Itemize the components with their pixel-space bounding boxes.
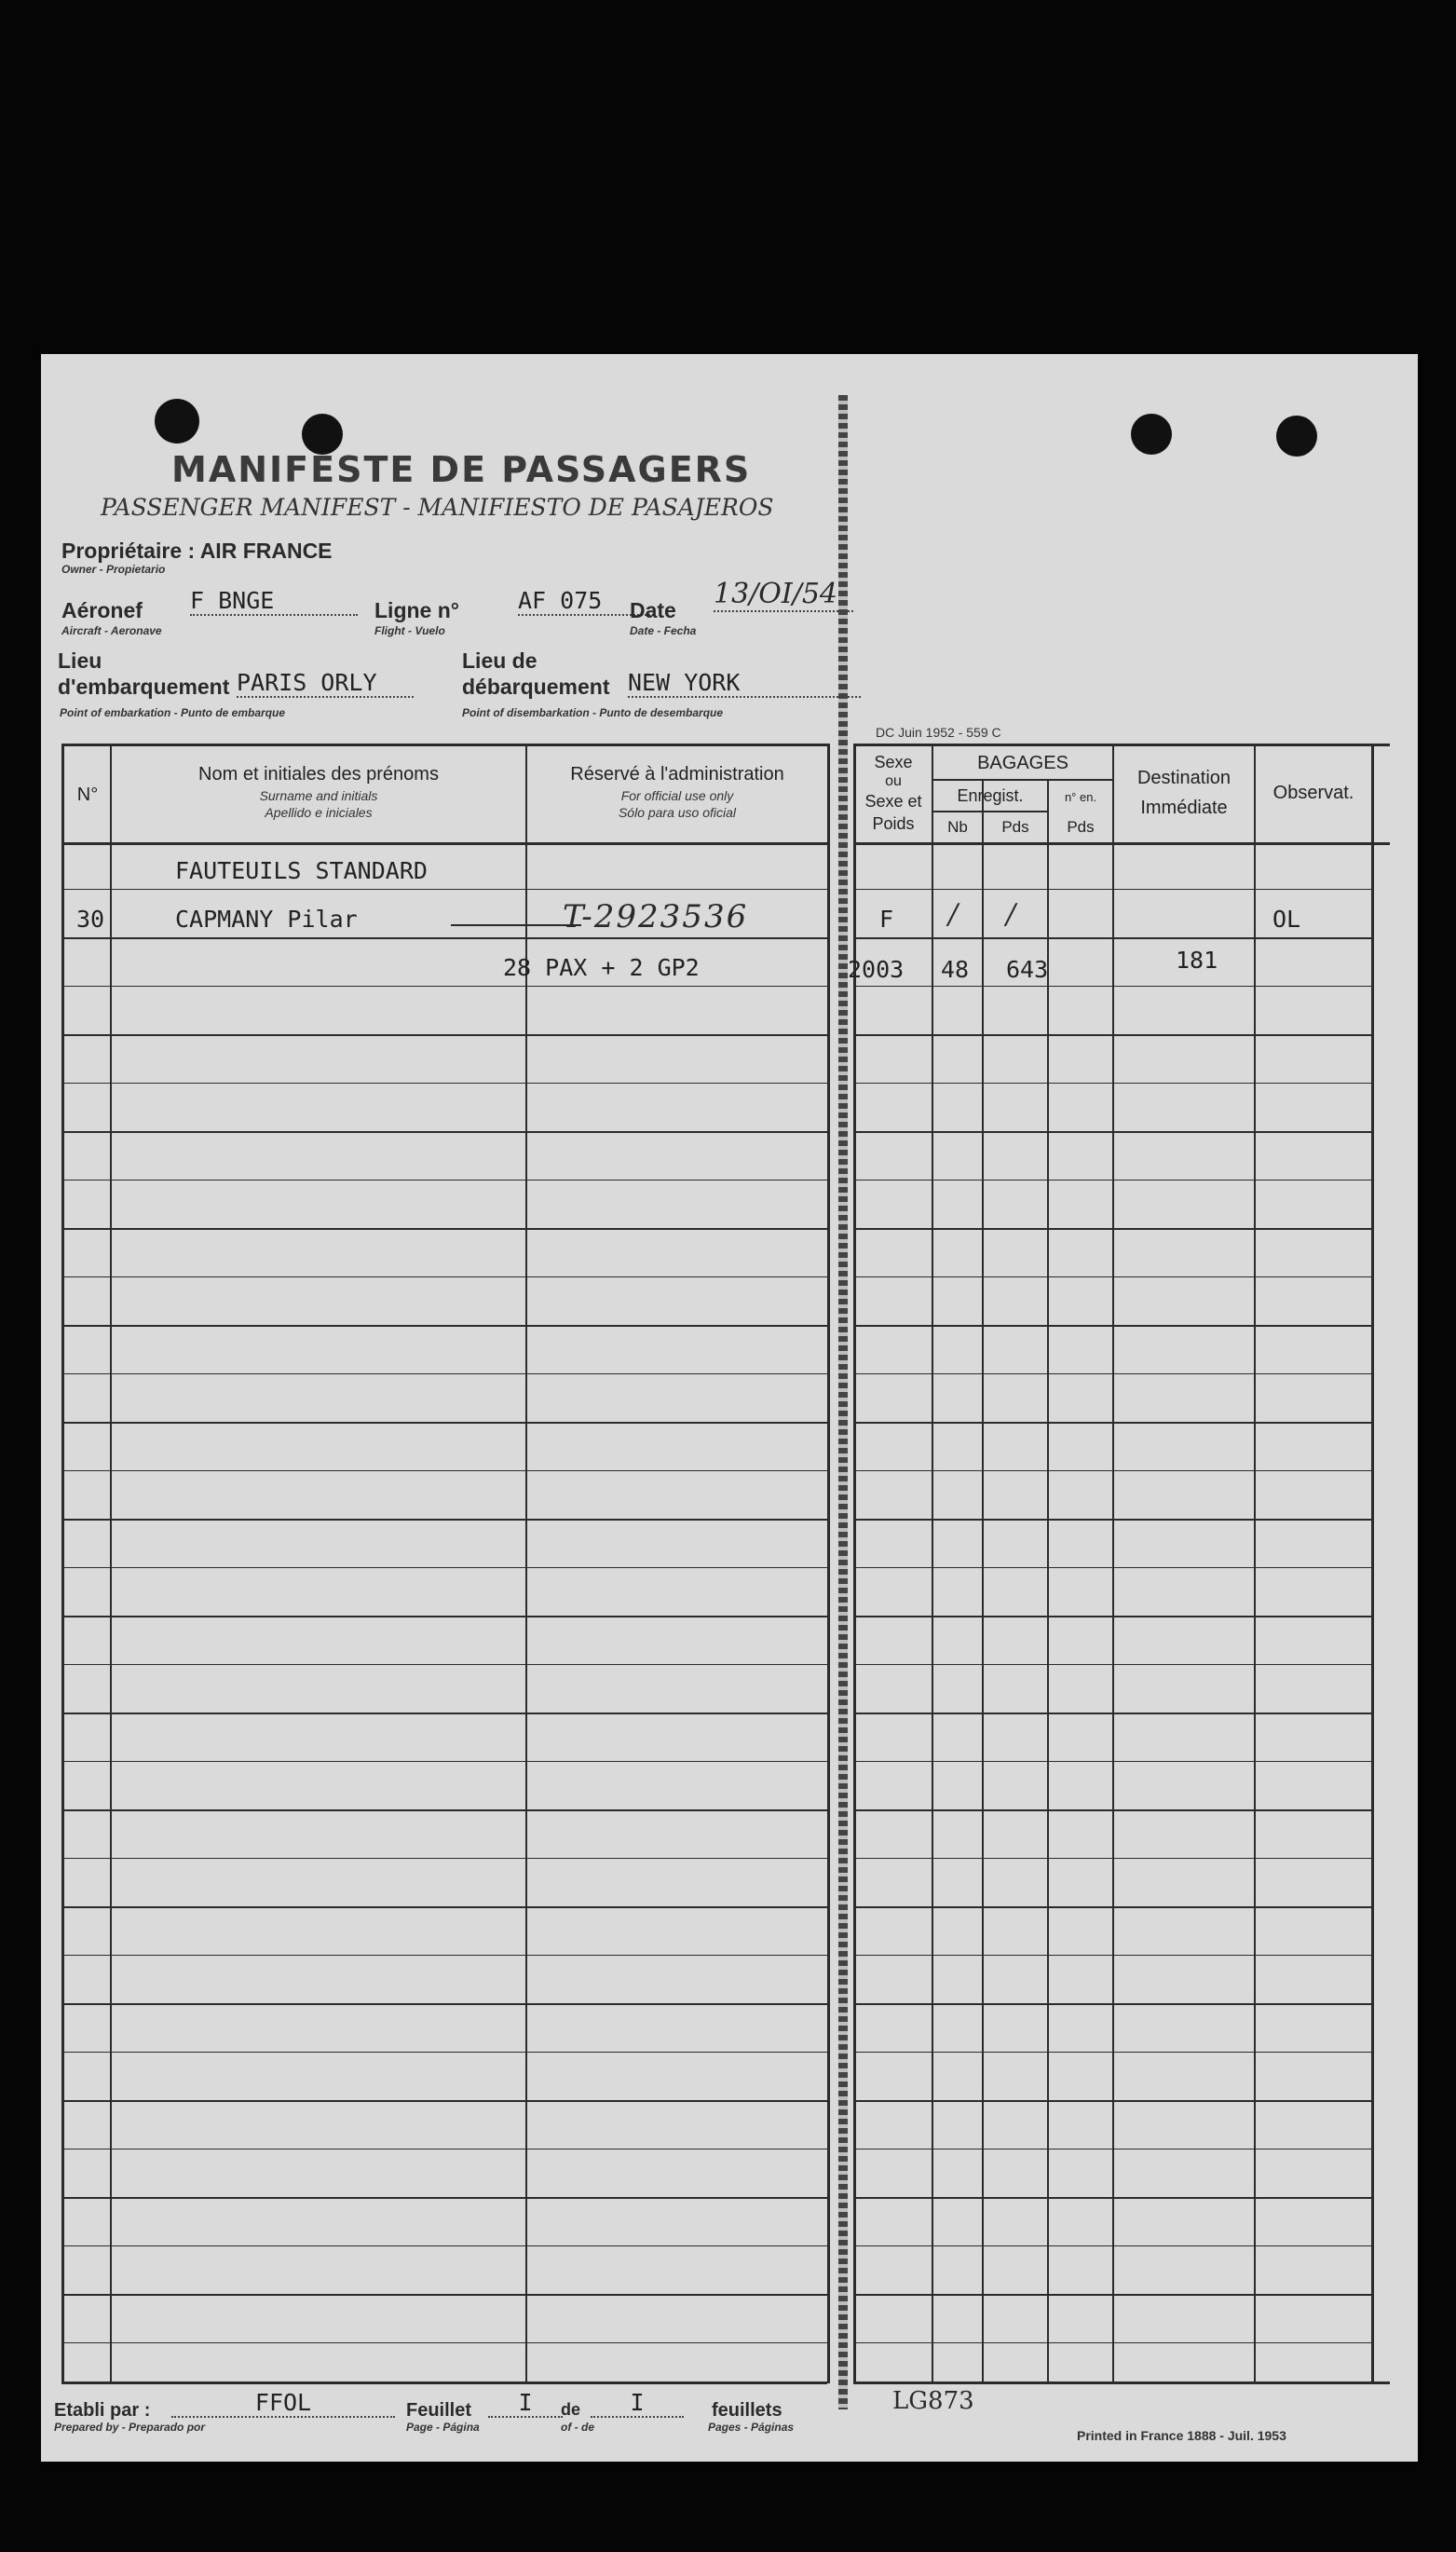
row-rule xyxy=(853,1422,1373,1424)
row-rule xyxy=(61,2342,829,2343)
disembark-label-2: débarquement xyxy=(462,675,610,699)
flight-value: AF 075 xyxy=(518,587,654,616)
embark-label-1: Lieu xyxy=(58,648,102,673)
row-rule xyxy=(61,1276,829,1277)
row-rule xyxy=(853,889,1373,890)
page-value: I xyxy=(488,2389,563,2418)
col-header-name-en: Surname and initials xyxy=(259,788,378,803)
punch-hole xyxy=(1276,416,1317,457)
aircraft-sub: Aircraft - Aeronave xyxy=(61,624,162,637)
row-rule xyxy=(61,1906,829,1908)
row-rule xyxy=(61,937,829,939)
pages-sub: Pages - Páginas xyxy=(708,2421,795,2434)
aircraft-value: F BNGE xyxy=(190,587,358,616)
row-rule xyxy=(853,986,1373,987)
disembark-label-1: Lieu de xyxy=(462,648,537,673)
prepared-sub: Prepared by - Preparado por xyxy=(54,2421,206,2434)
row-rule xyxy=(853,1906,1373,1908)
row-rule xyxy=(853,1664,1373,1665)
row-rule xyxy=(61,1131,829,1133)
col-header-baggage: BAGAGES xyxy=(977,753,1068,773)
row-rule xyxy=(61,1713,829,1714)
dash-stroke xyxy=(451,924,581,926)
col-header-sex-3: Sexe et xyxy=(864,792,922,811)
row-pds: / xyxy=(1006,898,1016,931)
row-rule xyxy=(853,1276,1373,1277)
row-rule xyxy=(61,1228,829,1230)
row-rule xyxy=(61,889,829,890)
aircraft-label: Aéronef xyxy=(61,598,143,622)
col-header-sex-2: ou xyxy=(885,773,902,789)
row-rule xyxy=(853,1809,1373,1811)
row-rule xyxy=(853,1713,1373,1714)
row-rule xyxy=(853,1228,1373,1230)
flight-label: Ligne n° xyxy=(374,598,459,622)
prepared-value: FFOL xyxy=(171,2389,395,2418)
row-rule xyxy=(61,1470,829,1471)
row-rule xyxy=(853,1616,1373,1617)
manifest-sheet xyxy=(41,354,1418,2462)
col-header-no: N° xyxy=(76,785,99,805)
perforation-line xyxy=(838,395,848,2409)
row-rule xyxy=(61,1422,829,1424)
row-rule xyxy=(853,2197,1373,2199)
row-name: CAPMANY Pilar xyxy=(175,906,358,933)
col-header-pds2: Pds xyxy=(1067,818,1095,836)
date-label: Date xyxy=(630,598,676,622)
col-header-dest-1: Destination xyxy=(1136,768,1231,788)
printed-note: Printed in France 1888 - Juil. 1953 xyxy=(1077,2428,1286,2443)
embark-sub: Point of embarkation - Punto de embarque xyxy=(60,706,286,719)
reference-code: LG873 xyxy=(892,2387,974,2415)
row-rule xyxy=(61,1664,829,1665)
punch-hole xyxy=(1131,414,1172,455)
row-rule xyxy=(61,1567,829,1568)
row-rule xyxy=(61,2294,829,2296)
embark-label-2: d'embarquement xyxy=(58,675,230,699)
row-rule xyxy=(61,2100,829,2102)
row-rule xyxy=(61,1083,829,1084)
row-rule xyxy=(853,937,1373,939)
row-rule xyxy=(853,2003,1373,2005)
row-rule xyxy=(61,2003,829,2005)
row-rule xyxy=(853,1519,1373,1521)
row-sex: F xyxy=(879,906,894,933)
row-rule xyxy=(853,1858,1373,1859)
row-rule xyxy=(853,2294,1373,2296)
owner-label: Propriétaire : AIR FRANCE xyxy=(61,539,333,563)
date-value: 13/OI/54 xyxy=(714,578,853,612)
pages-label: feuillets xyxy=(712,2400,782,2421)
row-pds: 643 xyxy=(1006,956,1049,983)
row-nb: 48 xyxy=(941,956,970,983)
row-rule xyxy=(61,1034,829,1036)
embark-value: PARIS ORLY xyxy=(237,669,414,698)
col-header-nr: n° en. xyxy=(1064,790,1097,804)
prepared-label: Etabli par : xyxy=(54,2400,151,2421)
manifest-title: MANIFESTE DE PASSAGERS xyxy=(171,449,752,490)
col-header-dest-2: Immédiate xyxy=(1140,798,1228,818)
owner-sub: Owner - Propietario xyxy=(61,563,166,576)
punch-hole xyxy=(155,399,199,444)
row-rule xyxy=(853,1131,1373,1133)
col-header-admin-en: For official use only xyxy=(620,788,734,803)
date-sub: Date - Fecha xyxy=(630,624,697,637)
col-header-obs: Observat. xyxy=(1272,783,1354,803)
col-header-admin: Réservé à l'administration xyxy=(570,764,784,785)
row-obs: OL xyxy=(1272,906,1301,933)
col-header-sex-1: Sexe xyxy=(874,753,913,771)
of-sub: of - de xyxy=(561,2421,594,2434)
disembark-value: NEW YORK xyxy=(628,669,861,698)
of-label: de xyxy=(561,2400,581,2419)
page-label: Feuillet xyxy=(406,2400,472,2421)
col-header-name: Nom et initiales des prénoms xyxy=(198,764,439,785)
row-nb: / xyxy=(948,898,959,931)
col-header-pds: Pds xyxy=(1001,818,1029,836)
row-rule xyxy=(61,1519,829,1521)
row-rule xyxy=(853,1470,1373,1471)
row-rule xyxy=(853,2245,1373,2246)
row-rule xyxy=(61,1761,829,1762)
row-rule xyxy=(61,2052,829,2053)
row-rule xyxy=(853,2100,1373,2102)
row-rule xyxy=(853,1761,1373,1762)
row-rule xyxy=(61,2245,829,2246)
row-rule xyxy=(853,1325,1373,1327)
row-no: 30 xyxy=(76,906,105,933)
col-header-nb: Nb xyxy=(947,818,968,836)
row-rule xyxy=(61,2197,829,2199)
of-value: I xyxy=(591,2389,684,2418)
row-admin: 28 PAX + 2 GP2 xyxy=(503,954,700,981)
row-rule xyxy=(61,1373,829,1374)
row-rule xyxy=(853,2342,1373,2343)
row-name: FAUTEUILS STANDARD xyxy=(175,857,428,884)
row-rule xyxy=(853,1567,1373,1568)
row-dest: 181 xyxy=(1176,947,1218,974)
row-rule xyxy=(853,2052,1373,2053)
row-rule xyxy=(61,1616,829,1617)
form-code: DC Juin 1952 - 559 C xyxy=(876,725,1001,740)
page-sub: Page - Página xyxy=(406,2421,480,2434)
row-rule xyxy=(61,986,829,987)
row-rule xyxy=(61,1955,829,1956)
disembark-sub: Point of disembarkation - Punto de desembarque xyxy=(462,706,724,719)
row-rule xyxy=(853,1034,1373,1036)
col-header-sex-4: Poids xyxy=(872,814,915,833)
row-rule xyxy=(853,1373,1373,1374)
row-rule xyxy=(61,1325,829,1327)
manifest-subtitle: PASSENGER MANIFEST - MANIFIESTO DE PASAJEROS xyxy=(101,494,774,521)
row-sex: 2003 xyxy=(848,956,905,983)
row-admin: T-2923536 xyxy=(563,898,749,935)
row-rule xyxy=(853,1083,1373,1084)
col-header-name-es: Apellido e iniciales xyxy=(265,805,373,820)
row-rule xyxy=(853,1955,1373,1956)
flight-sub: Flight - Vuelo xyxy=(374,624,445,637)
row-rule xyxy=(61,1809,829,1811)
col-header-registered: Enregist. xyxy=(957,786,1024,805)
col-header-admin-es: Sólo para uso oficial xyxy=(618,805,737,820)
row-rule xyxy=(61,1858,829,1859)
